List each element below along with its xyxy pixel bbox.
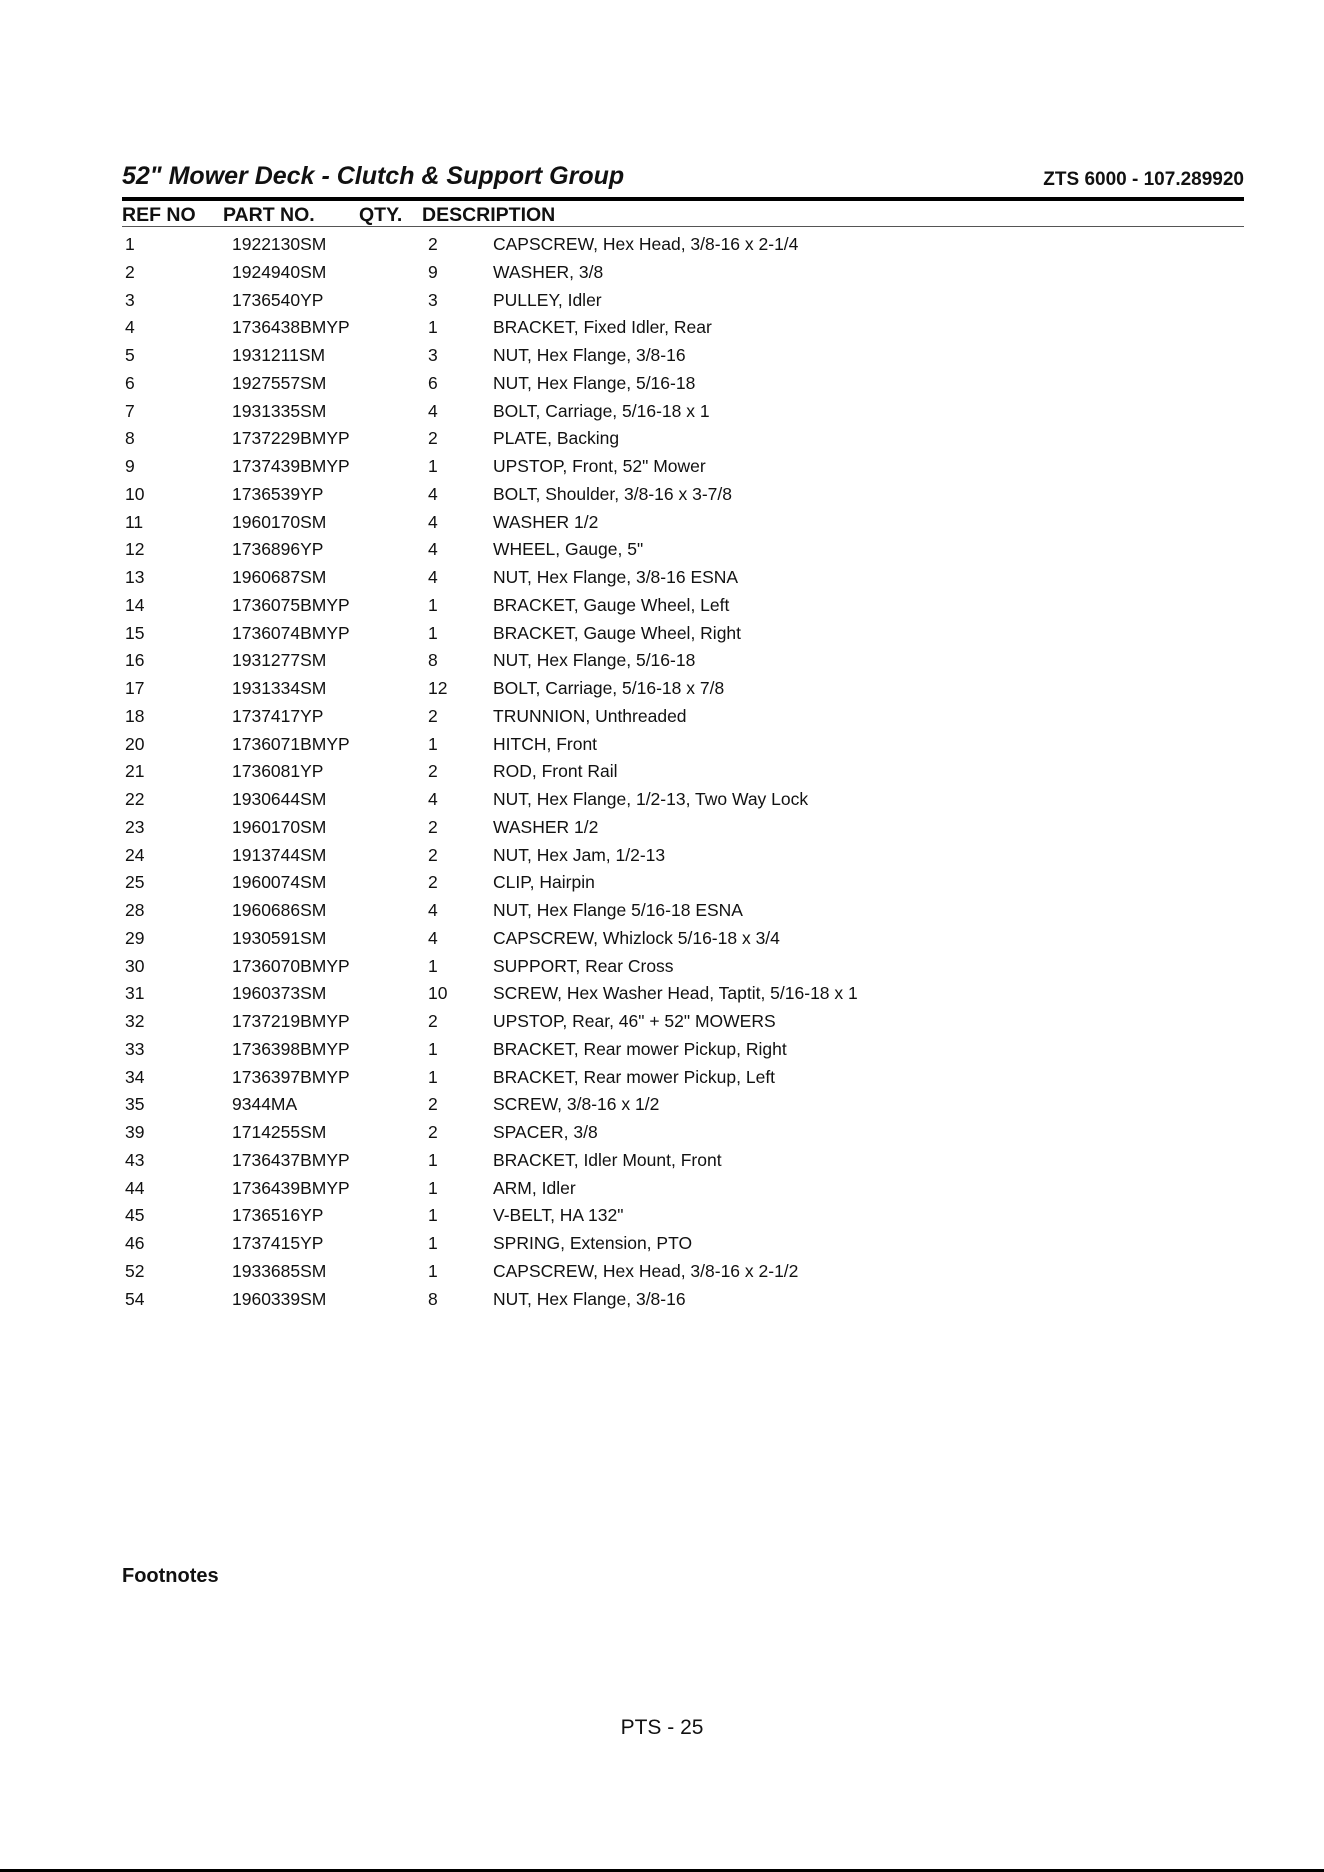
qty-cell: 1 (428, 594, 438, 615)
qty-cell: 2 (428, 234, 438, 254)
ref-no-cell: 23 (125, 816, 145, 837)
part-no-cell: 1736397BMYP (232, 1066, 350, 1087)
table-row (122, 288, 1244, 316)
column-header-ref-no: REF NO (122, 204, 196, 226)
table-row (122, 621, 1244, 649)
qty-cell: 1 (428, 1177, 438, 1198)
qty-cell: 1 (428, 1233, 438, 1253)
table-row (122, 1148, 1244, 1176)
part-no-cell: 1736437BMYP (232, 1149, 350, 1170)
ref-no-cell: 4 (125, 317, 135, 338)
qty-cell: 2 (428, 872, 438, 893)
ref-no-cell: 35 (125, 1094, 145, 1115)
description-cell: NUT, Hex Flange, 3/8-16 ESNA (493, 567, 739, 587)
description-cell: NUT, Hex Flange, 3/8-16 (493, 1288, 686, 1309)
table-row (122, 898, 1244, 926)
description-cell: SCREW, Hex Washer Head, Taptit, 5/16-18 x 1 (493, 983, 858, 1004)
part-no-cell: 1736071BMYP (232, 733, 350, 754)
description-cell: ROD, Front Rail (493, 761, 618, 782)
table-row (122, 426, 1244, 454)
ref-no-cell: 31 (125, 983, 145, 1004)
part-no-cell: 1931277SM (232, 650, 327, 671)
description-cell: CAPSCREW, Hex Head, 3/8-16 x 2-1/4 (493, 234, 799, 254)
description-cell: BRACKET, Fixed Idler, Rear (493, 317, 712, 338)
qty-cell: 4 (428, 900, 438, 920)
ref-no-cell: 39 (125, 1122, 145, 1142)
description-cell: BOLT, Carriage, 5/16-18 x 7/8 (493, 678, 725, 698)
part-no-cell: 1960373SM (232, 983, 327, 1004)
qty-cell: 8 (428, 1288, 438, 1309)
qty-cell: 1 (428, 955, 438, 976)
qty-cell: 1 (428, 1038, 438, 1059)
qty-cell: 2 (428, 1122, 438, 1142)
ref-no-cell: 8 (125, 428, 135, 449)
description-cell: SUPPORT, Rear Cross (493, 955, 674, 976)
ref-no-cell: 24 (125, 844, 145, 865)
table-row (122, 787, 1244, 815)
description-cell: NUT, Hex Flange 5/16-18 ESNA (493, 900, 743, 920)
ref-no-cell: 22 (125, 789, 145, 809)
qty-cell: 10 (428, 983, 448, 1004)
ref-no-cell: 21 (125, 761, 145, 782)
ref-no-cell: 45 (125, 1205, 145, 1226)
table-row (122, 1231, 1244, 1259)
ref-no-cell: 14 (125, 594, 145, 615)
ref-no-cell: 25 (125, 872, 145, 893)
part-no-cell: 1913744SM (232, 844, 327, 865)
qty-cell: 1 (428, 456, 438, 476)
part-no-cell: 1737219BMYP (232, 1011, 350, 1031)
description-cell: SPACER, 3/8 (493, 1122, 598, 1142)
description-cell: WASHER, 3/8 (493, 261, 604, 282)
part-no-cell: 1960170SM (232, 511, 327, 532)
title-divider (122, 197, 1244, 201)
description-cell: NUT, Hex Flange, 5/16-18 (493, 650, 696, 671)
description-cell: BOLT, Carriage, 5/16-18 x 1 (493, 400, 710, 421)
part-no-cell: 1736074BMYP (232, 622, 350, 643)
ref-no-cell: 54 (125, 1288, 145, 1309)
qty-cell: 4 (428, 789, 438, 809)
qty-cell: 4 (428, 511, 438, 532)
table-header (122, 202, 1244, 226)
ref-no-cell: 34 (125, 1066, 145, 1087)
qty-cell: 12 (428, 678, 448, 698)
part-no-cell: 1960687SM (232, 567, 327, 587)
part-no-cell: 1736540YP (232, 289, 324, 310)
part-no-cell: 1930644SM (232, 789, 327, 809)
description-cell: UPSTOP, Front, 52" Mower (493, 456, 706, 476)
ref-no-cell: 5 (125, 345, 135, 365)
table-row (122, 1120, 1244, 1148)
table-row (122, 1287, 1244, 1315)
table-row (122, 732, 1244, 760)
ref-no-cell: 44 (125, 1177, 145, 1198)
table-row (122, 648, 1244, 676)
part-no-cell: 1714255SM (232, 1122, 327, 1142)
description-cell: NUT, Hex Flange, 3/8-16 (493, 345, 686, 365)
description-cell: CAPSCREW, Whizlock 5/16-18 x 3/4 (493, 927, 780, 948)
part-no-cell: 1736439BMYP (232, 1177, 350, 1198)
part-no-cell: 1960074SM (232, 872, 327, 893)
ref-no-cell: 3 (125, 289, 135, 310)
ref-no-cell: 33 (125, 1038, 145, 1059)
qty-cell: 2 (428, 1011, 438, 1031)
qty-cell: 2 (428, 844, 438, 865)
qty-cell: 6 (428, 372, 438, 393)
qty-cell: 4 (428, 539, 438, 560)
qty-cell: 2 (428, 1094, 438, 1115)
table-row (122, 1259, 1244, 1287)
part-no-cell: 1736081YP (232, 761, 324, 782)
description-cell: SPRING, Extension, PTO (493, 1233, 693, 1253)
part-no-cell: 1736438BMYP (232, 317, 350, 338)
part-no-cell: 1736398BMYP (232, 1038, 350, 1059)
page-number: PTS - 25 (620, 1716, 704, 1739)
part-no-cell: 1960686SM (232, 900, 327, 920)
qty-cell: 2 (428, 705, 438, 726)
qty-cell: 3 (428, 289, 438, 310)
part-no-cell: 1737439BMYP (232, 456, 350, 476)
description-cell: CAPSCREW, Hex Head, 3/8-16 x 2-1/2 (493, 1260, 799, 1281)
description-cell: WASHER 1/2 (493, 511, 599, 532)
description-cell: PULLEY, Idler (493, 289, 602, 310)
description-cell: TRUNNION, Unthreaded (493, 705, 687, 726)
ref-no-cell: 16 (125, 650, 145, 671)
table-row (122, 343, 1244, 371)
table-row (122, 1037, 1244, 1065)
qty-cell: 4 (428, 927, 438, 948)
part-no-cell: 9344MA (232, 1094, 298, 1115)
ref-no-cell: 6 (125, 372, 135, 393)
table-row (122, 1009, 1244, 1037)
column-header-description: DESCRIPTION (422, 204, 556, 226)
description-cell: UPSTOP, Rear, 46" + 52" MOWERS (493, 1011, 776, 1031)
table-row (122, 482, 1244, 510)
ref-no-cell: 11 (125, 511, 144, 532)
qty-cell: 1 (428, 733, 438, 754)
ref-no-cell: 9 (125, 456, 135, 476)
qty-cell: 2 (428, 428, 438, 449)
description-cell: BRACKET, Rear mower Pickup, Right (493, 1038, 787, 1059)
table-row (122, 399, 1244, 427)
table-row (122, 870, 1244, 898)
qty-cell: 1 (428, 1149, 438, 1170)
ref-no-cell: 1 (125, 234, 135, 254)
ref-no-cell: 10 (125, 483, 145, 504)
description-cell: BOLT, Shoulder, 3/8-16 x 3-7/8 (493, 483, 732, 504)
description-cell: PLATE, Backing (493, 428, 620, 449)
table-row (122, 260, 1244, 288)
table-row (122, 926, 1244, 954)
description-cell: NUT, Hex Flange, 1/2-13, Two Way Lock (493, 789, 809, 809)
description-cell: HITCH, Front (493, 733, 598, 754)
ref-no-cell: 52 (125, 1260, 145, 1281)
table-row (122, 954, 1244, 982)
description-cell: WASHER 1/2 (493, 816, 599, 837)
qty-cell: 2 (428, 816, 438, 837)
table-row (122, 510, 1244, 538)
footnotes-heading: Footnotes (122, 1565, 219, 1587)
part-no-cell: 1736070BMYP (232, 955, 350, 976)
model-number: ZTS 6000 - 107.289920 (1043, 169, 1244, 190)
table-row (122, 565, 1244, 593)
ref-no-cell: 15 (125, 622, 145, 643)
part-no-cell: 1960170SM (232, 816, 327, 837)
table-row (122, 981, 1244, 1009)
table-row (122, 1203, 1244, 1231)
qty-cell: 1 (428, 1066, 438, 1087)
part-no-cell: 1931335SM (232, 400, 327, 421)
part-no-cell: 1922130SM (232, 234, 327, 254)
ref-no-cell: 43 (125, 1149, 145, 1170)
table-row (122, 759, 1244, 787)
table-row (122, 676, 1244, 704)
qty-cell: 1 (428, 1205, 438, 1226)
part-no-cell: 1931211SM (232, 345, 326, 365)
ref-no-cell: 32 (125, 1011, 145, 1031)
column-header-part-no: PART NO. (223, 204, 315, 226)
part-no-cell: 1924940SM (232, 261, 327, 282)
ref-no-cell: 28 (125, 900, 145, 920)
description-cell: SCREW, 3/8-16 x 1/2 (493, 1094, 660, 1115)
description-cell: NUT, Hex Jam, 1/2-13 (493, 844, 666, 865)
qty-cell: 8 (428, 650, 438, 671)
part-no-cell: 1737415YP (232, 1233, 324, 1253)
ref-no-cell: 46 (125, 1233, 145, 1253)
part-no-cell: 1927557SM (232, 372, 327, 393)
page-title: 52" Mower Deck - Clutch & Support Group (122, 162, 625, 190)
title-row (122, 162, 1244, 196)
table-row (122, 815, 1244, 843)
part-no-cell: 1736516YP (232, 1205, 324, 1226)
table-row (122, 537, 1244, 565)
table-row (122, 232, 1244, 260)
qty-cell: 9 (428, 261, 438, 282)
description-cell: ARM, Idler (493, 1177, 576, 1198)
ref-no-cell: 2 (125, 261, 135, 282)
ref-no-cell: 17 (125, 678, 145, 698)
description-cell: BRACKET, Rear mower Pickup, Left (493, 1066, 776, 1087)
part-no-cell: 1736896YP (232, 539, 324, 560)
description-cell: BRACKET, Gauge Wheel, Right (493, 622, 742, 643)
qty-cell: 3 (428, 345, 438, 365)
ref-no-cell: 18 (125, 705, 145, 726)
qty-cell: 4 (428, 400, 438, 421)
table-row (122, 593, 1244, 621)
qty-cell: 1 (428, 317, 438, 338)
part-no-cell: 1960339SM (232, 1288, 327, 1309)
part-no-cell: 1736075BMYP (232, 594, 350, 615)
column-header-qty: QTY. (359, 204, 403, 226)
part-no-cell: 1736539YP (232, 483, 324, 504)
description-cell: BRACKET, Idler Mount, Front (493, 1149, 722, 1170)
table-row (122, 1065, 1244, 1093)
qty-cell: 4 (428, 567, 438, 587)
description-cell: BRACKET, Gauge Wheel, Left (493, 594, 730, 615)
ref-no-cell: 7 (125, 400, 135, 421)
table-row (122, 843, 1244, 871)
ref-no-cell: 12 (125, 539, 145, 560)
qty-cell: 4 (428, 483, 438, 504)
description-cell: V-BELT, HA 132" (493, 1205, 624, 1226)
table-row (122, 315, 1244, 343)
table-row (122, 1176, 1244, 1204)
qty-cell: 1 (428, 1260, 438, 1281)
ref-no-cell: 13 (125, 567, 145, 587)
description-cell: NUT, Hex Flange, 5/16-18 (493, 372, 696, 393)
ref-no-cell: 20 (125, 733, 145, 754)
part-no-cell: 1933685SM (232, 1260, 327, 1281)
table-row (122, 454, 1244, 482)
ref-no-cell: 29 (125, 927, 145, 948)
ref-no-cell: 30 (125, 955, 145, 976)
table-row (122, 1092, 1244, 1120)
part-no-cell: 1737417YP (232, 705, 324, 726)
part-no-cell: 1931334SM (232, 678, 327, 698)
parts-list (122, 232, 1244, 1314)
table-row (122, 371, 1244, 399)
part-no-cell: 1930591SM (232, 927, 327, 948)
header-divider (122, 226, 1244, 227)
part-no-cell: 1737229BMYP (232, 428, 350, 449)
description-cell: CLIP, Hairpin (493, 872, 595, 893)
qty-cell: 2 (428, 761, 438, 782)
qty-cell: 1 (428, 622, 438, 643)
description-cell: WHEEL, Gauge, 5" (493, 539, 644, 560)
table-row (122, 704, 1244, 732)
